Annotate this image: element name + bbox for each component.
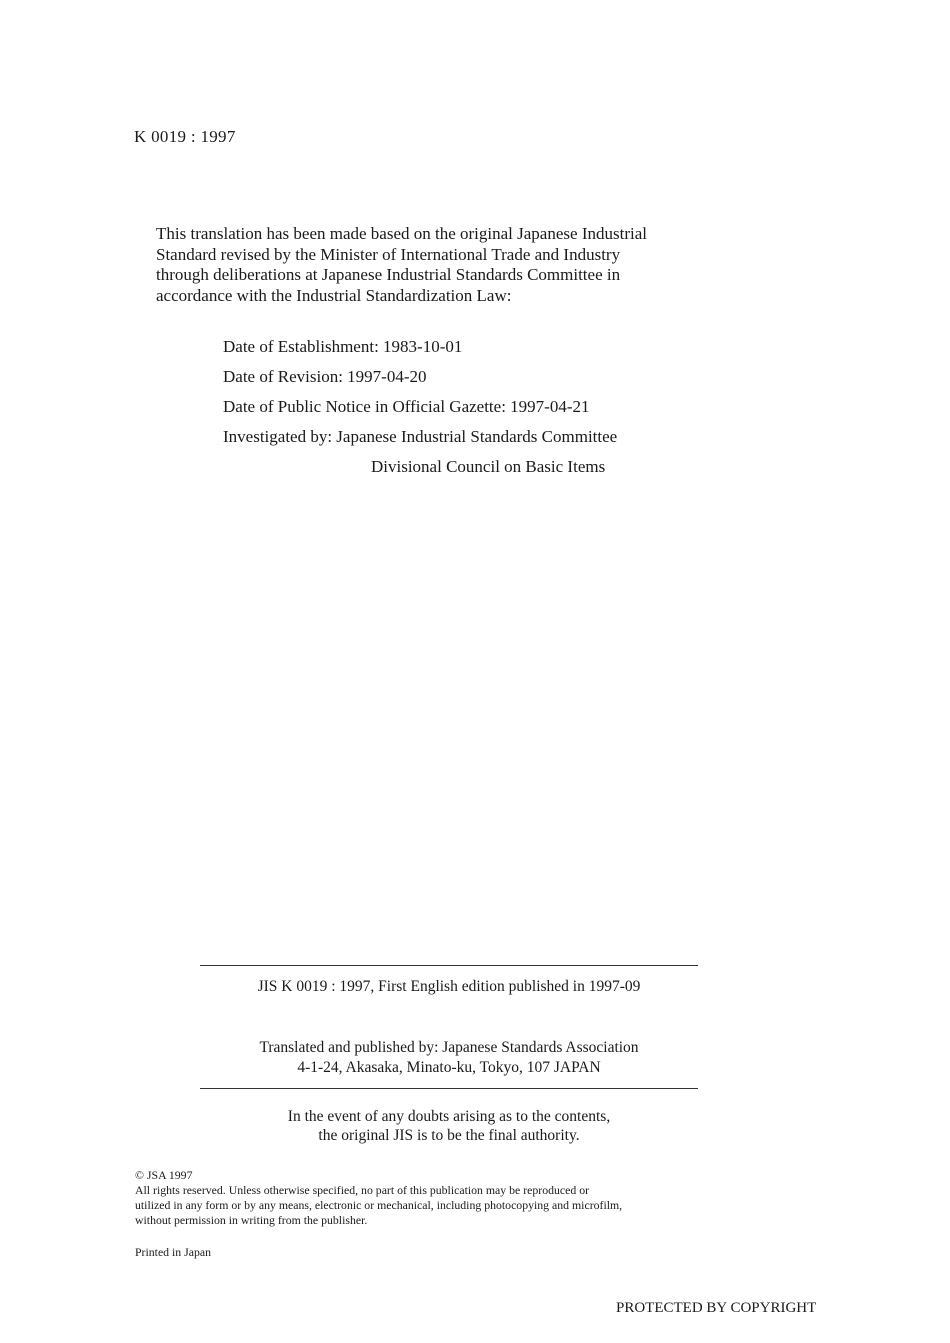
publisher-address: 4-1-24, Akasaka, Minato-ku, Tokyo, 107 JAPAN [297,1058,601,1076]
divider-middle [200,1088,698,1089]
date-of-establishment: Date of Establishment: 1983-10-01 [223,337,463,356]
translation-notice-line: Standard revised by the Minister of International Trade and Industry [156,244,621,264]
publisher-info [200,1038,698,1077]
investigated-by-council: Divisional Council on Basic Items [371,457,606,476]
rights-line: utilized in any form or by any means, electronic or mechanical, including photocopying and microfilm, [135,1198,623,1212]
translation-notice-line: This translation has been made based on the original Japanese Industrial [156,224,647,243]
protected-by-copyright: PROTECTED BY COPYRIGHT [616,1300,817,1316]
printed-in: Printed in Japan [135,1245,212,1259]
authority-notice-line: the original JIS is to be the final authority. [318,1127,580,1144]
standard-dates [223,336,617,486]
translation-notice-line: accordance with the Industrial Standardization Law: [156,285,512,305]
publisher-name: Translated and published by: Japanese Standards Association [259,1039,639,1056]
translation-notice-line: through deliberations at Japanese Industrial Standards Committee in [156,265,621,284]
copyright-notice [135,1168,795,1228]
edition-info: JIS K 0019 : 1997, First English edition published in 1997-09 [257,978,641,995]
investigated-by: Investigated by: Japanese Industrial Standards Committee [223,427,618,446]
authority-notice [200,1107,698,1145]
date-of-revision: Date of Revision: 1997-04-20 [223,367,427,386]
rights-line: All rights reserved. Unless otherwise specified, no part of this publication may be reproduced or [135,1183,590,1197]
translation-notice [156,224,776,306]
document-code: K 0019 : 1997 [134,127,236,146]
copyright-line: © JSA 1997 [135,1168,193,1182]
date-of-public-notice: Date of Public Notice in Official Gazette: 1997-04-21 [223,397,590,416]
divider-top [200,965,698,966]
rights-line: without permission in writing from the publisher. [135,1213,368,1227]
authority-notice-line: In the event of any doubts arising as to the contents, [287,1108,611,1125]
